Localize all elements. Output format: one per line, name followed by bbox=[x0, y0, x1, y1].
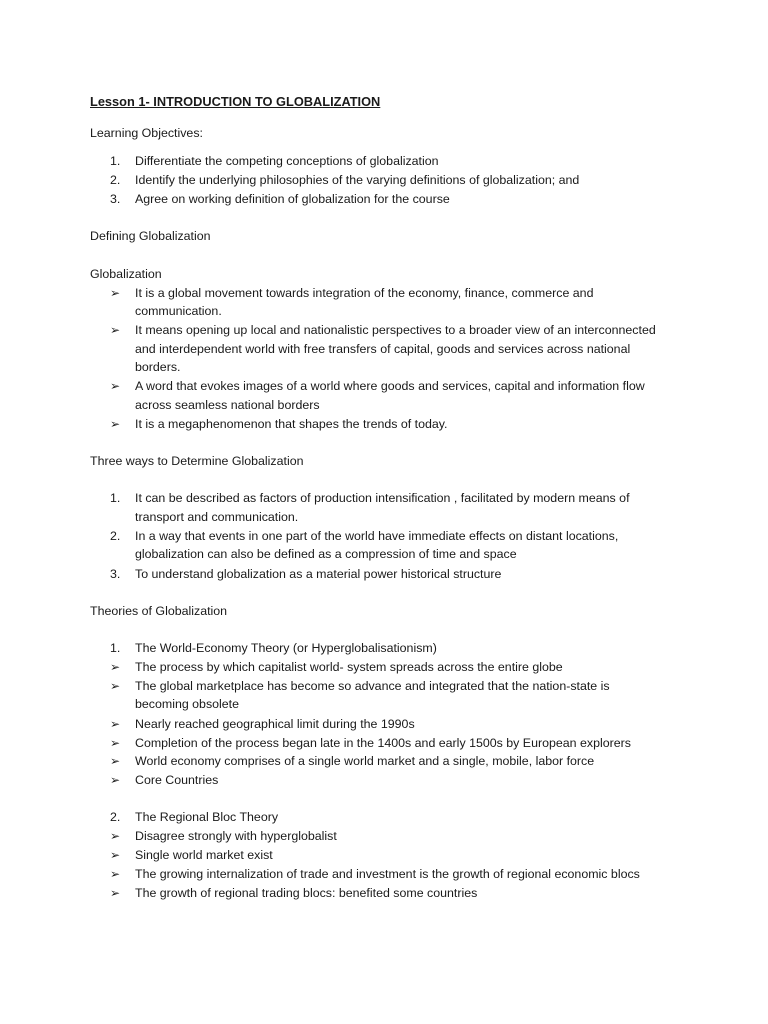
three-ways-heading: Three ways to Determine Globalization bbox=[90, 454, 304, 468]
bullet-text: across seamless national borders bbox=[135, 398, 320, 412]
bullet-text: It is a megaphenomenon that shapes the trends of today. bbox=[135, 417, 448, 431]
arrow-bullet-icon: ➢ bbox=[110, 679, 121, 693]
theory-name: The World-Economy Theory (or Hyperglobalisationism) bbox=[135, 641, 437, 655]
arrow-bullet-icon: ➢ bbox=[110, 323, 121, 337]
globalization-subheading: Globalization bbox=[90, 267, 162, 281]
objective-text: Differentiate the competing conceptions of globalization bbox=[135, 154, 439, 168]
bullet-text: Core Countries bbox=[135, 773, 219, 787]
bullet-text: Nearly reached geographical limit during the 1990s bbox=[135, 717, 415, 731]
objective-text: Agree on working definition of globalization for the course bbox=[135, 192, 450, 206]
theory-number: 1. bbox=[110, 641, 121, 655]
objective-number: 2. bbox=[110, 173, 121, 187]
list-text: globalization can also be defined as a compression of time and space bbox=[135, 547, 517, 561]
learning-objectives-heading: Learning Objectives: bbox=[90, 126, 203, 140]
objective-number: 3. bbox=[110, 192, 121, 206]
bullet-text: becoming obsolete bbox=[135, 697, 240, 711]
bullet-text: The global marketplace has become so advance and integrated that the nation-state is bbox=[135, 679, 610, 693]
bullet-text: World economy comprises of a single world market and a single, mobile, labor force bbox=[135, 754, 595, 768]
bullet-text: The growing internalization of trade and investment is the growth of regional economic blocs bbox=[135, 867, 640, 881]
bullet-text: Completion of the process began late in the 1400s and early 1500s by European explorers bbox=[135, 736, 631, 750]
list-text: To understand globalization as a material power historical structure bbox=[135, 567, 502, 581]
theory-number: 2. bbox=[110, 810, 121, 824]
list-text: In a way that events in one part of the world have immediate effects on distant locations, bbox=[135, 529, 619, 543]
arrow-bullet-icon: ➢ bbox=[110, 286, 121, 300]
arrow-bullet-icon: ➢ bbox=[110, 829, 121, 843]
arrow-bullet-icon: ➢ bbox=[110, 848, 121, 862]
list-number: 1. bbox=[110, 491, 121, 505]
list-number: 3. bbox=[110, 567, 121, 581]
bullet-text: and interdependent world with free transfers of capital, goods and services across national bbox=[135, 342, 631, 356]
arrow-bullet-icon: ➢ bbox=[110, 417, 121, 431]
bullet-text: The growth of regional trading blocs: benefited some countries bbox=[135, 886, 478, 900]
arrow-bullet-icon: ➢ bbox=[110, 754, 121, 768]
bullet-text: Disagree strongly with hyperglobalist bbox=[135, 829, 337, 843]
bullet-text: The process by which capitalist world- system spreads across the entire globe bbox=[135, 660, 563, 674]
bullet-text: It is a global movement towards integration of the economy, finance, commerce and bbox=[135, 286, 594, 300]
arrow-bullet-icon: ➢ bbox=[110, 736, 121, 750]
lesson-title: Lesson 1- INTRODUCTION TO GLOBALIZATION bbox=[90, 94, 381, 109]
arrow-bullet-icon: ➢ bbox=[110, 379, 121, 393]
arrow-bullet-icon: ➢ bbox=[110, 867, 121, 881]
bullet-text: borders. bbox=[135, 360, 181, 374]
objective-number: 1. bbox=[110, 154, 121, 168]
objective-text: Identify the underlying philosophies of the varying definitions of globalization; and bbox=[135, 173, 580, 187]
list-text: It can be described as factors of production intensification , facilitated by modern means of bbox=[135, 491, 630, 505]
theory-name: The Regional Bloc Theory bbox=[135, 810, 279, 824]
bullet-text: It means opening up local and nationalistic perspectives to a broader view of an interconnected bbox=[135, 323, 656, 337]
arrow-bullet-icon: ➢ bbox=[110, 886, 121, 900]
bullet-text: Single world market exist bbox=[135, 848, 273, 862]
defining-heading: Defining Globalization bbox=[90, 229, 211, 243]
theories-heading: Theories of Globalization bbox=[90, 604, 228, 618]
bullet-text: A word that evokes images of a world where goods and services, capital and information flow bbox=[135, 379, 645, 393]
arrow-bullet-icon: ➢ bbox=[110, 717, 121, 731]
list-text: transport and communication. bbox=[135, 510, 299, 524]
arrow-bullet-icon: ➢ bbox=[110, 773, 121, 787]
arrow-bullet-icon: ➢ bbox=[110, 660, 121, 674]
list-number: 2. bbox=[110, 529, 121, 543]
bullet-text: communication. bbox=[135, 304, 222, 318]
